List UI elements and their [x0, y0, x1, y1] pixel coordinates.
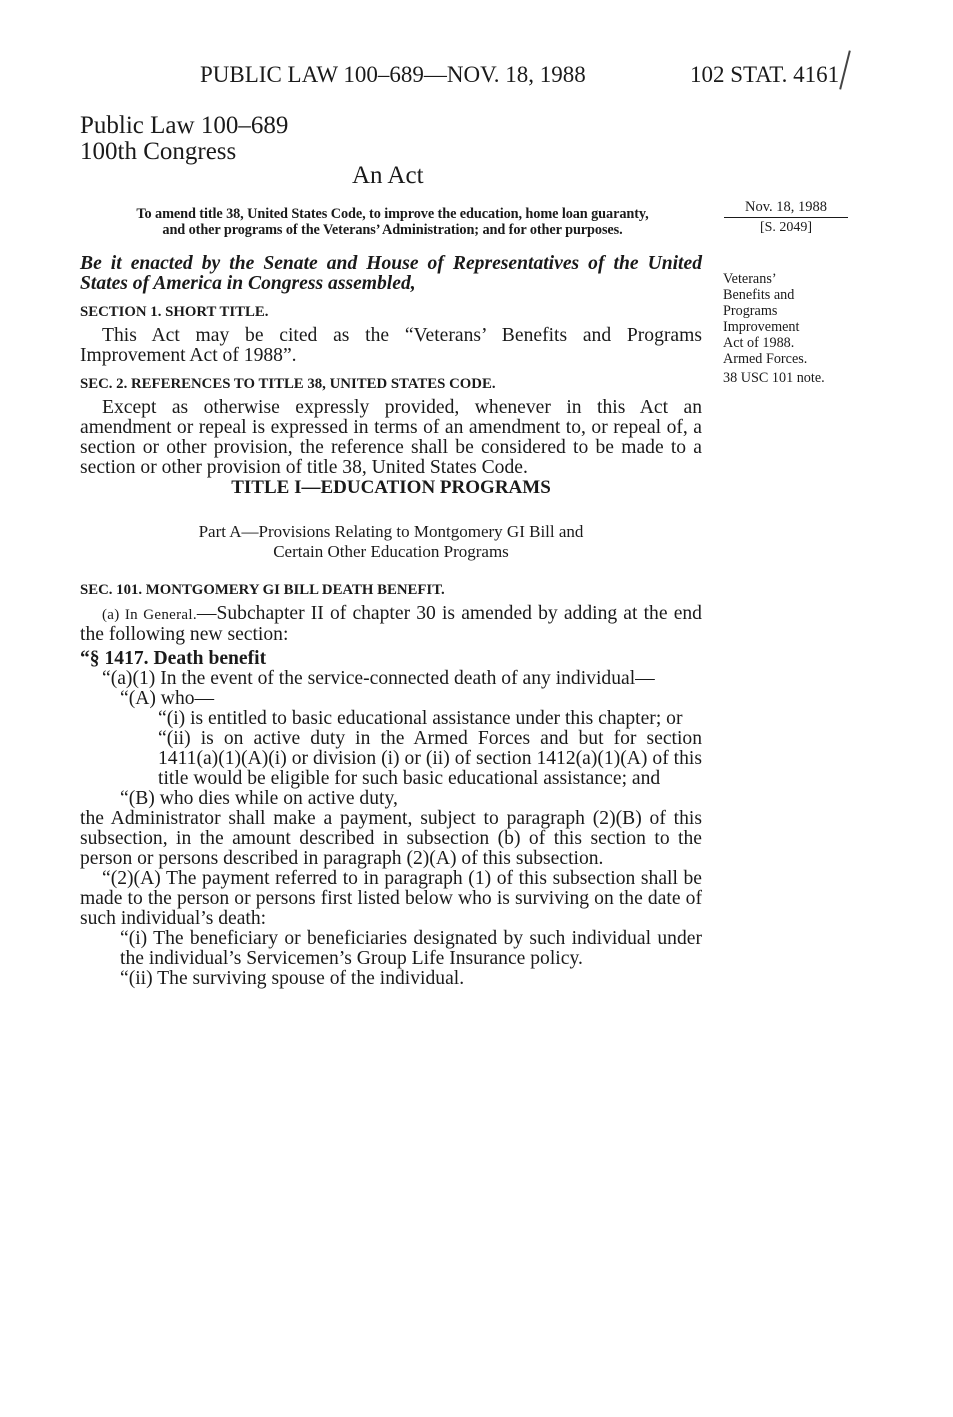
section-2-text: Except as otherwise expressly provided, whenever in this Act an amendment or repeal is expressed in terms of an amendment to, or repeal of, a section or other provision, the reference shall be considered to be made to a section or other provision of title 38, United States Code. — [80, 397, 702, 478]
section-101-a — [80, 604, 702, 645]
section-101-a-text: —Subchapter II of chapter 30 is amended by adding at the end the following new section: — [80, 603, 702, 645]
subpara-A: “(A) who— — [120, 688, 215, 709]
section-1-heading: SECTION 1. SHORT TITLE. — [80, 304, 269, 320]
law-body — [80, 254, 702, 989]
section-1417-heading: “§ 1417. Death benefit — [80, 648, 267, 669]
margin-pencil-mark — [839, 50, 851, 89]
part-a-heading-line-1: Part A—Provisions Relating to Montgomery GI Bill and — [198, 522, 584, 541]
clause-2A-ii: “(ii) The surviving spouse of the individual. — [120, 968, 465, 989]
running-head: PUBLIC LAW 100–689—NOV. 18, 1988 — [200, 62, 586, 87]
margin-usc-citation: 38 USC 101 note. — [723, 370, 825, 386]
flush-language: the Administrator shall make a payment, subject to paragraph (2)(B) of this subsection, in the amount described in subsection (b) of this section to the person or persons described in paragraph (2)(A) of this subsection. — [80, 808, 702, 869]
an-act-heading: An Act — [352, 162, 424, 189]
in-general-label: (a) In General. — [102, 607, 197, 623]
margin-note: Improvement — [723, 319, 800, 335]
margin-note: Act of 1988. — [723, 335, 795, 351]
subpara-B: “(B) who dies while on active duty, — [120, 788, 398, 809]
margin-bill-number: [S. 2049] — [759, 220, 813, 235]
part-a-heading-line-2: Certain Other Education Programs — [273, 542, 509, 561]
purpose-clause — [80, 206, 705, 238]
para-a1: “(a)(1) In the event of the service-connected death of any individual— — [102, 668, 655, 689]
margin-date: Nov. 18, 1988 — [724, 199, 848, 218]
margin-note: Programs — [723, 303, 778, 319]
part-a-heading — [80, 522, 702, 562]
margin-notes — [723, 271, 853, 386]
clause-ii: “(ii) is on active duty in the Armed Forces and but for section 1411(a)(1)(A)(i) or division (i) or (ii) of section 1412(a)(1)(A) of this title would be eligible for such basic educational assistance; and — [158, 728, 702, 789]
section-101-heading: SEC. 101. MONTGOMERY GI BILL DEATH BENEFIT. — [80, 582, 445, 598]
section-2-heading: SEC. 2. REFERENCES TO TITLE 38, UNITED STATES CODE. — [80, 376, 496, 392]
para-a2A: “(2)(A) The payment referred to in paragraph (1) of this subsection shall be made to the person or persons first listed below who is surviving on the date of such individual’s death: — [80, 868, 702, 929]
title-1-heading: TITLE I—EDUCATION PROGRAMS — [231, 477, 551, 498]
clause-2A-i: “(i) The beneficiary or beneficiaries designated by such individual under the individual’s Servicemen’s Group Life Insurance policy. — [120, 928, 702, 969]
section-1-text: This Act may be cited as the “Veterans’ Benefits and Programs Improvement Act of 1988”. — [80, 325, 702, 366]
purpose-line-1: To amend title 38, United States Code, to improve the education, home loan guaranty, — [136, 206, 649, 222]
purpose-line-2: and other programs of the Veterans’ Administration; and for other purposes. — [162, 222, 623, 238]
congress-label: 100th Congress — [80, 138, 237, 165]
public-law-number: Public Law 100–689 — [80, 112, 289, 139]
margin-note: Armed Forces. — [723, 351, 808, 367]
stat-page-number: 102 STAT. 4161 — [690, 62, 840, 87]
clause-i: “(i) is entitled to basic educational assistance under this chapter; or — [158, 708, 683, 729]
enacting-clause: Be it enacted by the Senate and House of Representatives of the United States of America in Congress assembled, — [80, 253, 702, 294]
margin-note: Benefits and — [723, 287, 795, 303]
margin-note: Veterans’ — [723, 271, 777, 287]
